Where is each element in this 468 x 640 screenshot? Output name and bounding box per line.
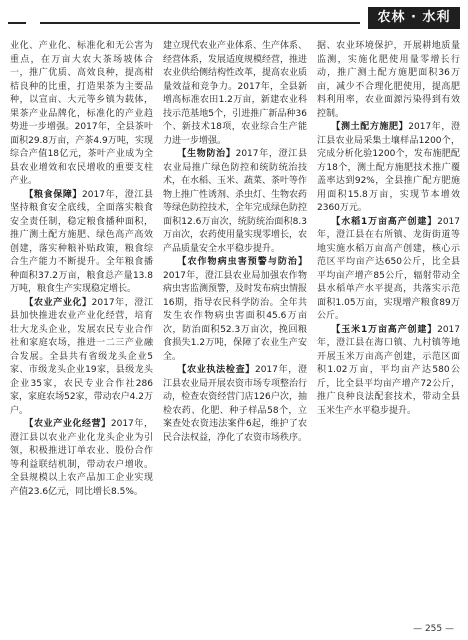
- header-rule-long: [40, 22, 360, 24]
- paragraph: [317, 121, 460, 216]
- column-3: [317, 40, 460, 615]
- paragraph-text: 2017年，澄江县在右所镇、龙街街道等地实施水稻万亩高产创建，核心示范区平均亩产达650公斤，比全县平均亩产增产85公斤，辐射带动全县水稻单产水平提高，共落实示范面积1.05万亩，实现增产粮食89万公斤。: [317, 216, 460, 321]
- paragraph-text: 业化、产业化、标准化和无公害为重点，在万亩大农大茶场坡体合一，推广优质、高效良种，提高柑桔良种的比重，打造果茶为主要品种，以宣亩、大元等乡镇为载体，果茶产业品牌化，标准化的产业趋势进一步增强。2017年，全县茶叶面积29.8万亩，产茶4.9万吨，实现综合产值18亿元，茶叶产业成为全县农业增效和农民增收的重要支柱产业。: [10, 41, 153, 186]
- paragraph: [163, 148, 307, 256]
- paragraph-heading: 【农业执法检查】: [177, 365, 255, 375]
- paragraph-heading: 【农作物病虫害预警与防治】: [177, 257, 307, 267]
- paragraph: [10, 189, 153, 297]
- paragraph-heading: 【玉米1万亩高产创建】: [331, 324, 438, 335]
- paragraph: [10, 40, 153, 189]
- paragraph: [163, 256, 307, 364]
- paragraph-text: 2017年，澄江县农业局推广绿色防控和统防统治技术，在水稻、玉米、蔬菜、茶叶等作物上推广性诱剂、杀虫灯、生物农药等绿色防控技术，全年完成绿色防控面积12.6万亩次，统防统治面积8.3万亩次，农药使用量实现零增长，农产品质量安全水平稳步提升。: [163, 149, 307, 254]
- header-rule-short: [8, 22, 26, 24]
- paragraph-text: 2017年，澄江县在海口镇、九村镇等地开展玉米万亩高产创建，示范区面积1.02万亩，平均亩产达580公斤，比全县平均亩产增产72公斤，推广良种良法配套技术，带动全县玉米生产水平稳步提升。: [317, 324, 460, 416]
- section-title-badge: 农林 · 水利: [368, 7, 460, 29]
- paragraph-text: 2017年，澄江县农业局开展农资市场专项整治行动，检查农资经营门店126户次，抽检农药、化肥、种子样品58个，立案查处农资违法案件6起，维护了农民合法权益，净化了农资市场秩序。: [163, 365, 307, 443]
- paragraph-text: 建立现代农业产业体系、生产体系、经营体系，发展适度规模经营，推进农业供给侧结构性改革，提高农业质量效益和竞争力。2017年，全县新增高标准农田1.2万亩，新建农业科技示范基地5个，引进推广新品种36个、新技术18项，农业综合生产能力进一步增强。: [163, 41, 307, 146]
- paragraph-heading: 【农业产业化】: [24, 297, 92, 308]
- paragraph-heading: 【测土配方施肥】: [331, 122, 409, 132]
- column-1: [10, 40, 153, 615]
- article-columns: [10, 40, 460, 615]
- page-number: — 255 —: [413, 624, 454, 634]
- paragraph-text: 2017年，澄江县坚持粮食安全底线，全面落实粮食安全责任制，稳定粮食播种面积，推广测土配方施肥、绿色高产高效创建，落实种粮补贴政策，粮食综合生产能力不断提升。全年粮食播种面积37.2万亩，粮食总产量13.8万吨，粮食生产实现稳定增长。: [10, 189, 153, 294]
- paragraph: [10, 418, 153, 499]
- paragraph-text: 2017年，澄江县加快推进农业产业化经营，培育壮大龙头企业，发展农民专业合作社和家庭农场，推进一二三产业融合发展。全县共有省级龙头企业5家、市级龙头企业19家，县级龙头企业35家，农民专业合作社286家，家庭农场52家，带动农户4.2万户。: [10, 297, 153, 416]
- paragraph-text: 2017年，澄江县以农业产业化龙头企业为引领，积极推进订单农业、股份合作等利益联结机制，带动农户增收。全县规模以上农产品加工企业实现产值23.6亿元，同比增长8.5%。: [10, 419, 153, 497]
- paragraph-heading: 【粮食保障】: [24, 189, 83, 200]
- paragraph-heading: 【生物防治】: [177, 149, 236, 159]
- paragraph: [163, 364, 307, 445]
- paragraph-heading: 【农业产业化经营】: [24, 419, 111, 429]
- paragraph-heading: 【水稻1万亩高产创建】: [331, 216, 438, 227]
- paragraph: [10, 297, 153, 419]
- paragraph: [317, 40, 460, 121]
- paragraph-text: 2017年，澄江县农业局加强农作物病虫害监测预警，及时发布病虫情报16期，指导农民科学防治。全年共发生农作物病虫害面积45.6万亩次，防治面积52.3万亩次，挽回粮食损失1.2万吨，保障了农业生产安全。: [163, 270, 307, 362]
- paragraph-text: 据、农业环境保护，开展耕地质量监测，实施化肥使用量零增长行动，推广测土配方施肥面积36万亩，减少不合理化肥使用，提高肥料利用率，农业面源污染得到有效控制。: [317, 41, 460, 119]
- paragraph: [317, 216, 460, 324]
- paragraph: [163, 40, 307, 148]
- paragraph-text: 2017年，澄江县农业局采集土壤样品1200个，完成分析化验1200个，发布施肥配方18个，测土配方施肥技术推广覆盖率达到92%，全县推广配方肥施用面积15.8万亩，实现节本增效2360万元。: [317, 122, 460, 213]
- page-header: [0, 6, 468, 28]
- paragraph: [317, 324, 460, 419]
- column-2: [163, 40, 307, 615]
